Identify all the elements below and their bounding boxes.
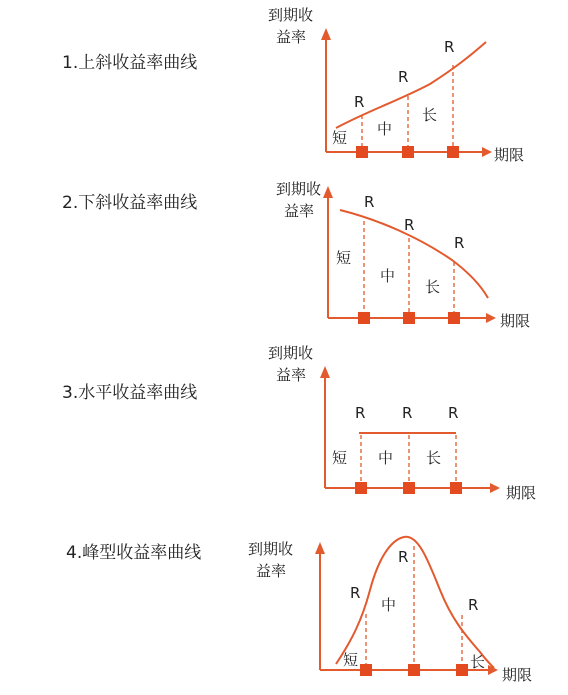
y-axis-label-line1: 到期收 — [276, 180, 322, 198]
x-axis-label: 期限 — [506, 484, 537, 502]
segment-long-label: 长 — [422, 106, 438, 124]
panel-title: 2.下斜收益率曲线 — [62, 193, 198, 213]
rate-label-long: R — [448, 404, 459, 422]
x-axis-arrow-icon — [486, 313, 496, 323]
y-axis-label-line2: 益率 — [284, 202, 315, 220]
x-axis-label: 期限 — [494, 146, 525, 164]
y-axis-label-line1: 到期收 — [268, 344, 314, 362]
short-term-marker — [355, 482, 367, 494]
rate-label-short: R — [354, 93, 365, 111]
y-axis-arrow-icon — [320, 366, 330, 378]
segment-long-label: 长 — [425, 278, 441, 296]
panel-humped — [66, 537, 532, 684]
rate-label-short: R — [364, 193, 375, 211]
rate-label-long: R — [454, 234, 465, 252]
x-axis-label: 期限 — [500, 312, 531, 330]
mid-term-marker — [403, 312, 415, 324]
x-axis-arrow-icon — [490, 483, 500, 493]
rate-label-short: R — [350, 584, 361, 602]
long-term-marker — [450, 482, 462, 494]
mid-term-marker — [402, 146, 414, 158]
rate-label-long: R — [468, 596, 479, 614]
y-axis-label-line1: 到期收 — [248, 540, 294, 558]
rate-label-long: R — [444, 38, 455, 56]
segment-short-label: 短 — [343, 651, 359, 669]
segment-short-label: 短 — [332, 129, 348, 147]
segment-mid-label: 中 — [378, 449, 394, 467]
x-axis-label: 期限 — [502, 666, 533, 684]
mid-term-marker — [403, 482, 415, 494]
short-term-marker — [356, 146, 368, 158]
short-term-marker — [358, 312, 370, 324]
short-term-marker — [360, 664, 372, 676]
y-axis-label-line2: 益率 — [256, 562, 287, 580]
panel-flat — [62, 344, 536, 502]
y-axis-label-line2: 益率 — [276, 28, 307, 46]
segment-long-label: 长 — [470, 653, 486, 671]
long-term-marker — [456, 664, 468, 676]
segment-mid-label: 中 — [381, 596, 397, 614]
rate-label-mid: R — [402, 404, 413, 422]
segment-short-label: 短 — [336, 249, 352, 267]
panel-downward — [62, 180, 530, 330]
long-term-marker — [448, 312, 460, 324]
yield-curve — [336, 42, 486, 128]
y-axis-arrow-icon — [315, 542, 325, 554]
rate-label-short: R — [355, 404, 366, 422]
rate-label-mid: R — [404, 216, 415, 234]
rate-label-mid: R — [398, 68, 409, 86]
panel-title: 3.水平收益率曲线 — [62, 383, 198, 403]
mid-term-marker — [408, 664, 420, 676]
long-term-marker — [447, 146, 459, 158]
segment-mid-label: 中 — [380, 267, 396, 285]
y-axis-label-line2: 益率 — [276, 366, 307, 384]
panel-title: 1.上斜收益率曲线 — [62, 53, 198, 73]
rate-label-mid: R — [398, 548, 409, 566]
segment-mid-label: 中 — [377, 120, 393, 138]
y-axis-label-line1: 到期收 — [268, 6, 314, 24]
x-axis-arrow-icon — [482, 147, 492, 157]
panel-upward — [62, 6, 524, 164]
segment-long-label: 长 — [426, 449, 442, 467]
panel-title: 4.峰型收益率曲线 — [66, 543, 202, 563]
segment-short-label: 短 — [332, 449, 348, 467]
y-axis-arrow-icon — [323, 186, 333, 198]
y-axis-arrow-icon — [321, 28, 331, 40]
